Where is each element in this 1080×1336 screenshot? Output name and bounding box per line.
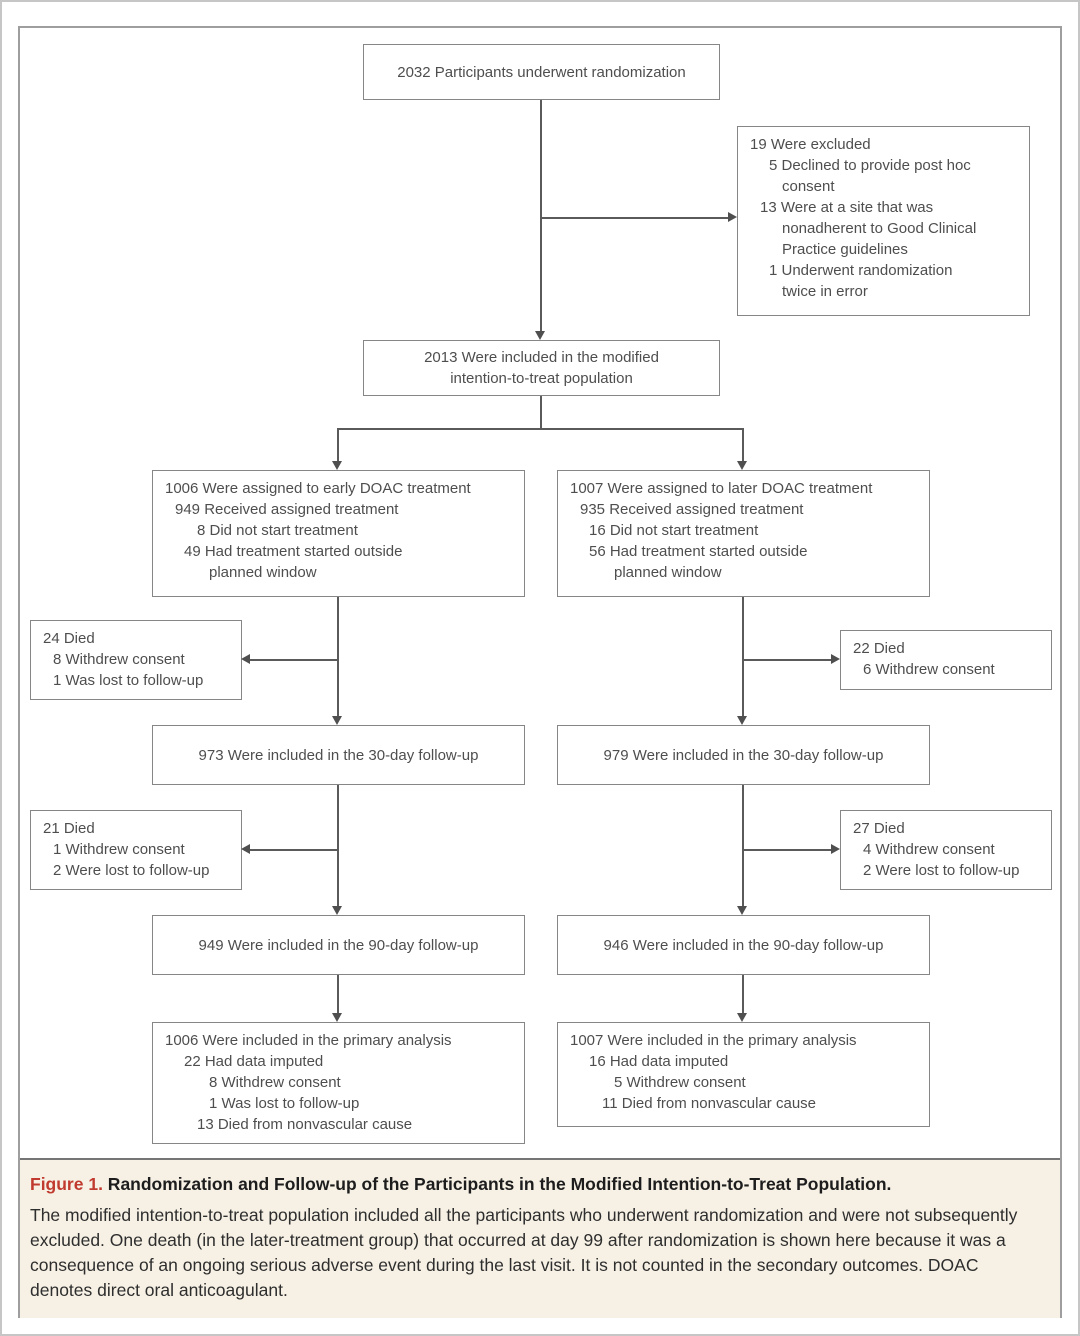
node-later-90day-followup bbox=[557, 915, 930, 975]
node-randomized bbox=[363, 44, 720, 100]
arrow-down-icon bbox=[535, 331, 545, 340]
node-line: 1006 Were included in the primary analysis bbox=[165, 1032, 452, 1049]
node-line: 22 Had data imputed bbox=[184, 1053, 324, 1070]
node-line: 5 Declined to provide post hoc bbox=[769, 157, 971, 174]
node-line: 2 Were lost to follow-up bbox=[53, 862, 210, 879]
arrow-right-icon bbox=[831, 844, 840, 854]
node-line: consent bbox=[782, 178, 835, 195]
arrow-right-icon bbox=[831, 654, 840, 664]
node-line: 27 Died bbox=[853, 820, 905, 837]
connector-branch-early-withdrawn-30 bbox=[250, 659, 338, 661]
node-line: 1007 Were assigned to later DOAC treatment bbox=[570, 480, 873, 497]
node-line: 2032 Participants underwent randomization bbox=[397, 63, 686, 81]
node-line: nonadherent to Good Clinical bbox=[782, 220, 977, 237]
node-line: 1 Withdrew consent bbox=[53, 841, 185, 858]
connector-branch-to-excluded bbox=[540, 217, 728, 219]
node-later-withdrawn-before-90day bbox=[840, 810, 1052, 890]
arrow-down-icon bbox=[737, 461, 747, 470]
node-line: 949 Received assigned treatment bbox=[175, 501, 399, 518]
node-modified-itt bbox=[363, 340, 720, 396]
caption-title bbox=[30, 1172, 1044, 1196]
node-line: 1007 Were included in the primary analysis bbox=[570, 1032, 857, 1049]
node-line: 22 Died bbox=[853, 640, 905, 657]
node-line: 19 Were excluded bbox=[750, 136, 871, 153]
caption-title-text: Randomization and Follow-up of the Participants in the Modified Intention-to-Treat Population. bbox=[102, 1174, 892, 1194]
node-line: planned window bbox=[209, 564, 317, 581]
node-line: Practice guidelines bbox=[782, 241, 908, 258]
connector-to-early bbox=[337, 428, 339, 461]
node-line: 1 Underwent randomization bbox=[769, 262, 953, 279]
node-line: planned window bbox=[614, 564, 722, 581]
arrow-down-icon bbox=[737, 716, 747, 725]
arrow-left-icon bbox=[241, 844, 250, 854]
node-line: 11 Died from nonvascular cause bbox=[602, 1095, 816, 1112]
node-line: 49 Had treatment started outside bbox=[184, 543, 403, 560]
node-line: 2013 Were included in the modified bbox=[424, 349, 659, 366]
node-line: 2 Were lost to follow-up bbox=[863, 862, 1020, 879]
arrow-down-icon bbox=[737, 906, 747, 915]
node-line: 973 Were included in the 30-day follow-up bbox=[198, 746, 479, 764]
node-line: intention-to-treat population bbox=[450, 370, 633, 387]
node-line: 4 Withdrew consent bbox=[863, 841, 995, 858]
node-line: 1006 Were assigned to early DOAC treatment bbox=[165, 480, 471, 497]
connector-to-later bbox=[742, 428, 744, 461]
connector-mitt-stem bbox=[540, 396, 542, 428]
arrow-down-icon bbox=[332, 461, 342, 470]
connector-branch-early-withdrawn-90 bbox=[250, 849, 338, 851]
node-line: 21 Died bbox=[43, 820, 95, 837]
node-early-30day-followup bbox=[152, 725, 525, 785]
node-line: 8 Did not start treatment bbox=[197, 522, 358, 539]
node-line: twice in error bbox=[782, 283, 868, 300]
node-later-doac-assigned bbox=[557, 470, 930, 597]
node-line: 5 Withdrew consent bbox=[614, 1074, 746, 1091]
node-line: 1 Was lost to follow-up bbox=[53, 672, 204, 689]
node-line: 8 Withdrew consent bbox=[53, 651, 185, 668]
arrow-right-icon bbox=[728, 212, 737, 222]
node-early-doac-assigned bbox=[152, 470, 525, 597]
connector-early-to-90day bbox=[337, 785, 339, 906]
node-line: 56 Had treatment started outside bbox=[589, 543, 808, 560]
connector-branch-later-withdrawn-90 bbox=[743, 849, 831, 851]
arrow-down-icon bbox=[332, 716, 342, 725]
node-line: 935 Received assigned treatment bbox=[580, 501, 804, 518]
connector-later-to-90day bbox=[742, 785, 744, 906]
connector-branch-later-withdrawn-30 bbox=[743, 659, 831, 661]
node-line: 946 Were included in the 90-day follow-up bbox=[603, 936, 884, 954]
node-line: 8 Withdrew consent bbox=[209, 1074, 341, 1091]
connector-early-to-primary bbox=[337, 975, 339, 1013]
node-line: 949 Were included in the 90-day follow-up bbox=[198, 936, 479, 954]
connector-early-to-30day bbox=[337, 597, 339, 716]
node-line: 16 Had data imputed bbox=[589, 1053, 729, 1070]
node-early-withdrawn-before-90day bbox=[30, 810, 242, 890]
node-later-30day-followup bbox=[557, 725, 930, 785]
arrow-down-icon bbox=[737, 1013, 747, 1022]
node-early-90day-followup bbox=[152, 915, 525, 975]
node-later-primary-analysis bbox=[557, 1022, 930, 1127]
node-later-withdrawn-before-30day bbox=[840, 630, 1052, 690]
node-excluded bbox=[737, 126, 1030, 316]
node-line: 24 Died bbox=[43, 630, 95, 647]
node-line: 1 Was lost to follow-up bbox=[209, 1095, 360, 1112]
arrow-left-icon bbox=[241, 654, 250, 664]
node-line: 16 Did not start treatment bbox=[589, 522, 759, 539]
node-line: 13 Were at a site that was bbox=[760, 199, 934, 216]
node-line: 979 Were included in the 30-day follow-up bbox=[603, 746, 884, 764]
connector-later-to-primary bbox=[742, 975, 744, 1013]
figure-caption bbox=[20, 1158, 1060, 1318]
node-early-primary-analysis bbox=[152, 1022, 525, 1144]
connector-later-to-30day bbox=[742, 597, 744, 716]
caption-body: The modified intention-to-treat population included all the participants who underwent randomization and were not subsequently excluded. One death (in the later-treatment group) that occurred at day 99 after randomization is shown here because it was a consequence of an ongoing serious adverse event during the last visit. It is not counted in the secondary outcomes. DOAC denotes direct oral anticoagulant. bbox=[30, 1205, 1018, 1300]
connector-randomized-to-mitt bbox=[540, 100, 542, 331]
node-line: 6 Withdrew consent bbox=[863, 661, 995, 678]
node-early-withdrawn-before-30day bbox=[30, 620, 242, 700]
arrow-down-icon bbox=[332, 906, 342, 915]
connector-split-bar bbox=[337, 428, 744, 430]
arrow-down-icon bbox=[332, 1013, 342, 1022]
figure-number-label: Figure 1. bbox=[30, 1174, 103, 1194]
node-line: 13 Died from nonvascular cause bbox=[197, 1116, 413, 1133]
